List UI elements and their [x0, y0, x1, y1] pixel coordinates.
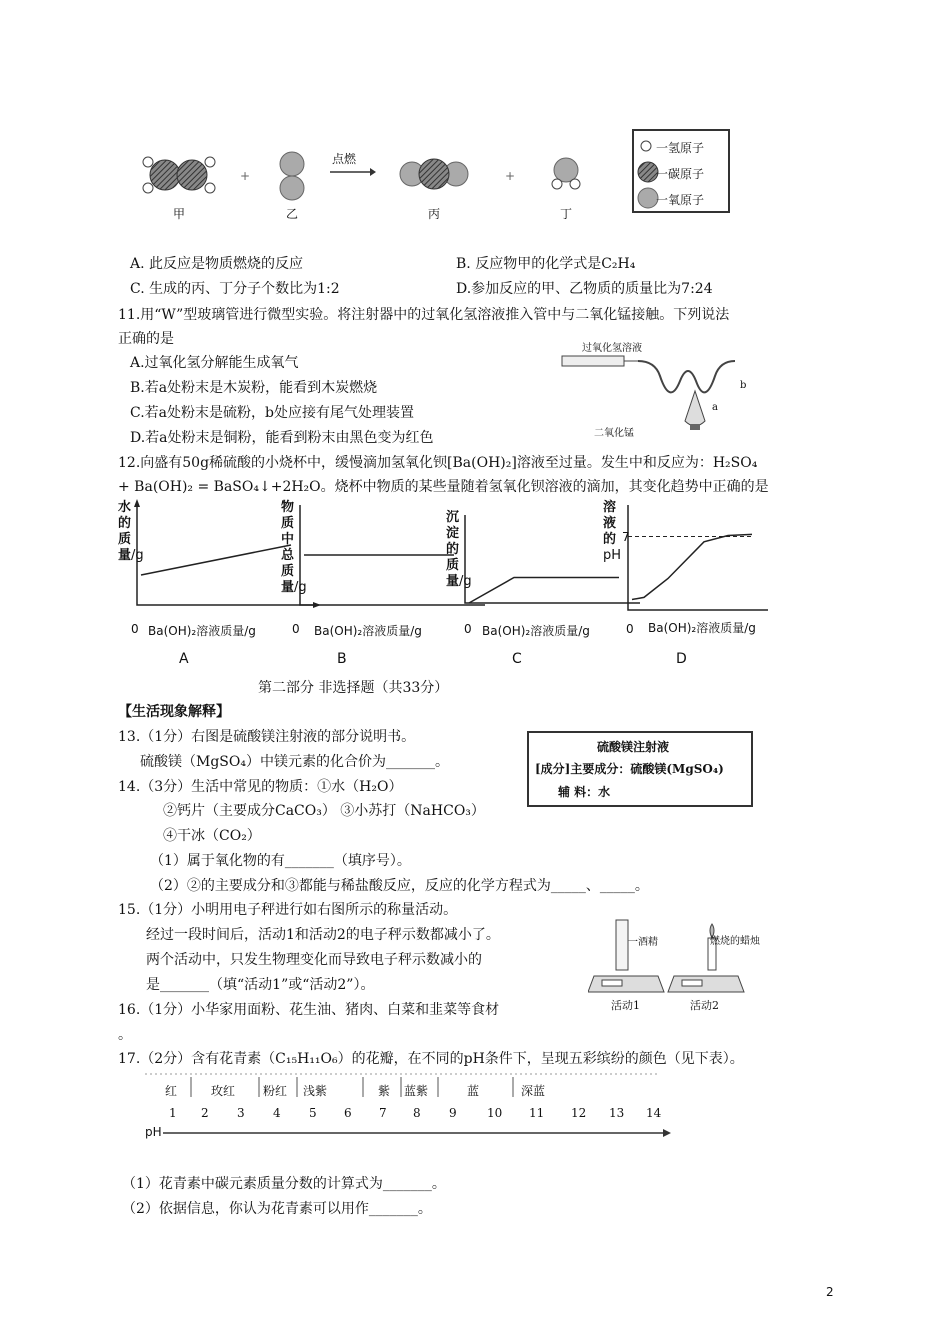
q13-line1: 13.（1分）右图是硫酸镁注射液的部分说明书。 [118, 729, 416, 745]
fig-b-label: b [740, 380, 747, 391]
q10-option-a: A. 此反应是物质燃烧的反应 [130, 256, 304, 272]
chart-a-line [141, 545, 291, 575]
ph-value-13: 13 [609, 1106, 625, 1120]
chart-d-ylabel: 溶液的pH [603, 500, 622, 563]
chart-d-line [632, 534, 752, 599]
ph-value-12: 12 [571, 1106, 587, 1120]
ph-value-3: 3 [237, 1106, 245, 1120]
chart-a-letter: A [179, 651, 189, 667]
ph-color-rose: 玫红 [211, 1084, 236, 1098]
ph-color-table [145, 1073, 675, 1143]
chart-c-line [469, 578, 619, 604]
q10-option-d: D.参加反应的甲、乙物质的质量比为7:24 [456, 281, 713, 297]
chart-b-ylabel: 物质中总质量/g [281, 500, 307, 595]
q11-option-a: A.过氧化氢分解能生成氧气 [130, 355, 299, 371]
molecule-ding [552, 158, 580, 189]
fig-alcohol-label: 一酒精 [628, 937, 658, 948]
q14-sub1: （1）属于氧化物的有_______（填序号）。 [150, 853, 411, 869]
label-yi: 乙 [286, 207, 299, 221]
ph-value-8: 8 [413, 1106, 421, 1120]
q15-line3: 两个活动中，只发生物理变化而导致电子秤示数减小的 [146, 952, 482, 968]
ph-color-blue: 蓝 [467, 1084, 480, 1098]
mgso4-label-line2: 辅 料：水 [558, 785, 611, 799]
scale-activity-figure [588, 912, 748, 997]
label-bing: 丙 [428, 207, 441, 221]
page-number: 2 [826, 1285, 834, 1299]
ph-value-9: 9 [449, 1106, 457, 1120]
q11-stem-2: 正确的是 [118, 331, 174, 347]
chart-d-origin: 0 [626, 622, 634, 636]
chart-c-ylabel: 沉淀的质量/g [446, 510, 472, 589]
svg-text:+: + [240, 169, 251, 183]
q14-sub2: （2）②的主要成分和③都能与稀盐酸反应，反应的化学方程式为_____、_____。 [150, 878, 649, 894]
q13-line2: 硫酸镁（MgSO₄）中镁元素的化合价为_______。 [140, 754, 449, 770]
molecule-jia [143, 157, 215, 193]
q12-stem: 12.向盛有50g稀硫酸的小烧杯中，缓慢滴加氢氧化钡[Ba(OH)₂]溶液至过量。发生中和反应为：H₂SO₄ [118, 455, 758, 471]
ph-value-5: 5 [309, 1106, 317, 1120]
svg-text:+: + [505, 169, 516, 183]
q17-sub1: （1）花青素中碳元素质量分数的计算式为_______。 [122, 1176, 446, 1192]
label-ding: 丁 [560, 207, 573, 221]
chart-d-letter: D [676, 651, 687, 667]
fig-activity1-label: 活动1 [611, 999, 640, 1012]
ph-color-pink: 粉红 [263, 1084, 288, 1098]
chart-c-origin: 0 [464, 622, 472, 636]
chart-c-letter: C [512, 651, 522, 667]
q17-sub2: （2）依据信息，你认为花青素可以用作_______。 [122, 1201, 432, 1217]
ph-value-10: 10 [487, 1106, 503, 1120]
ph-color-dark-blue: 深蓝 [521, 1084, 546, 1098]
ph-axis-label: pH [145, 1125, 162, 1139]
chart-b-xlabel: Ba(OH)₂溶液质量/g [314, 624, 422, 638]
q10-option-c: C. 生成的丙、丁分子个数比为1:2 [130, 281, 340, 297]
q16-line1: 16.（1分）小华家用面粉、花生油、猪肉、白菜和韭菜等食材 [118, 1002, 500, 1018]
section-title: 【生活现象解释】 [118, 704, 230, 720]
q14-line3: ④干冰（CO₂） [163, 828, 261, 844]
q11-option-c: C.若a处粉末是硫粉，b处应接有尾气处理装置 [130, 405, 414, 421]
ph-value-1: 1 [169, 1106, 177, 1120]
fig-a-label: a [712, 402, 718, 413]
part2-title: 第二部分 非选择题（共33分） [258, 680, 449, 696]
q16-line2: 。 [118, 1027, 132, 1043]
chart-a-xlabel: Ba(OH)₂溶液质量/g [148, 624, 256, 638]
mgso4-label-title: 硫酸镁注射液 [597, 740, 670, 754]
chart-d-tick-7: 7 [622, 530, 630, 544]
q11-stem: 11.用“W”型玻璃管进行微型实验。将注射器中的过氧化氢溶液推入管中与二氧化锰接触。下列说法 [118, 307, 730, 323]
q15-line1: 15.（1分）小明用电子秤进行如右图所示的称量活动。 [118, 902, 458, 918]
ph-color-light-purple: 浅紫 [303, 1084, 328, 1098]
q11-option-b: B.若a处粉末是木炭粉，能看到木炭燃烧 [130, 380, 378, 396]
fig-mno2-label: 二氧化锰 [594, 428, 634, 439]
molecule-yi [280, 152, 304, 200]
q14-line1: 14.（3分）生活中常见的物质：①水（H₂O） [118, 779, 403, 795]
label-jia: 甲 [173, 207, 186, 221]
q17-line1: 17.（2分）含有花青素（C₁₅H₁₁O₆）的花瓣，在不同的pH条件下，呈现五彩缤纷的颜色（见下表）。 [118, 1051, 744, 1067]
chart-a-origin: 0 [131, 622, 139, 636]
chart-a-ylabel: 水的质量/g [118, 500, 144, 563]
ph-color-blue-purple: 蓝紫 [404, 1084, 429, 1098]
ph-color-red: 红 [165, 1084, 178, 1098]
ph-values-row [145, 1106, 665, 1124]
chart-b-letter: B [337, 651, 347, 667]
ph-value-14: 14 [646, 1106, 662, 1120]
ph-value-11: 11 [529, 1106, 545, 1120]
molecule-bing [400, 159, 468, 189]
q14-line2: ②钙片（主要成分CaCO₃） ③小苏打（NaHCO₃） [163, 803, 485, 819]
fig-candle-label: 燃烧的蜡烛 [710, 936, 760, 947]
fig-activity2-label: 活动2 [690, 999, 719, 1012]
chart-b-origin: 0 [292, 622, 300, 636]
chart-c-xlabel: Ba(OH)₂溶液质量/g [482, 624, 590, 638]
ph-color-purple: 紫 [378, 1084, 391, 1098]
ph-value-6: 6 [344, 1106, 352, 1120]
fig-h2o2-label: 过氧化氢溶液 [582, 343, 642, 354]
q11-option-d: D.若a处粉末是铜粉，能看到粉末由黑色变为红色 [130, 430, 434, 446]
ph-value-7: 7 [379, 1106, 387, 1120]
q15-line2: 经过一段时间后，活动1和活动2的电子秤示数都减小了。 [146, 927, 500, 943]
legend-c: 一碳原子 [656, 167, 705, 181]
mgso4-label-line1: [成分]主要成分：硫酸镁(MgSO₄) [535, 762, 724, 776]
q10-option-b: B. 反应物甲的化学式是C₂H₄ [456, 256, 636, 272]
legend-h: 一氢原子 [656, 141, 705, 155]
q12-stem-2: + Ba(OH)₂ = BaSO₄↓+2H₂O。烧杯中物质的某些量随着氢氧化钡溶液的滴加，其变化趋势中正确的是 [118, 479, 769, 495]
ph-value-4: 4 [273, 1106, 281, 1120]
chart-d-xlabel: Ba(OH)₂溶液质量/g [648, 621, 756, 635]
legend-o: 一氧原子 [656, 193, 705, 207]
ph-value-2: 2 [201, 1106, 209, 1120]
arrow-label: 点燃 [332, 152, 357, 166]
q15-line4: 是_______（填“活动1”或“活动2”）。 [146, 977, 375, 993]
